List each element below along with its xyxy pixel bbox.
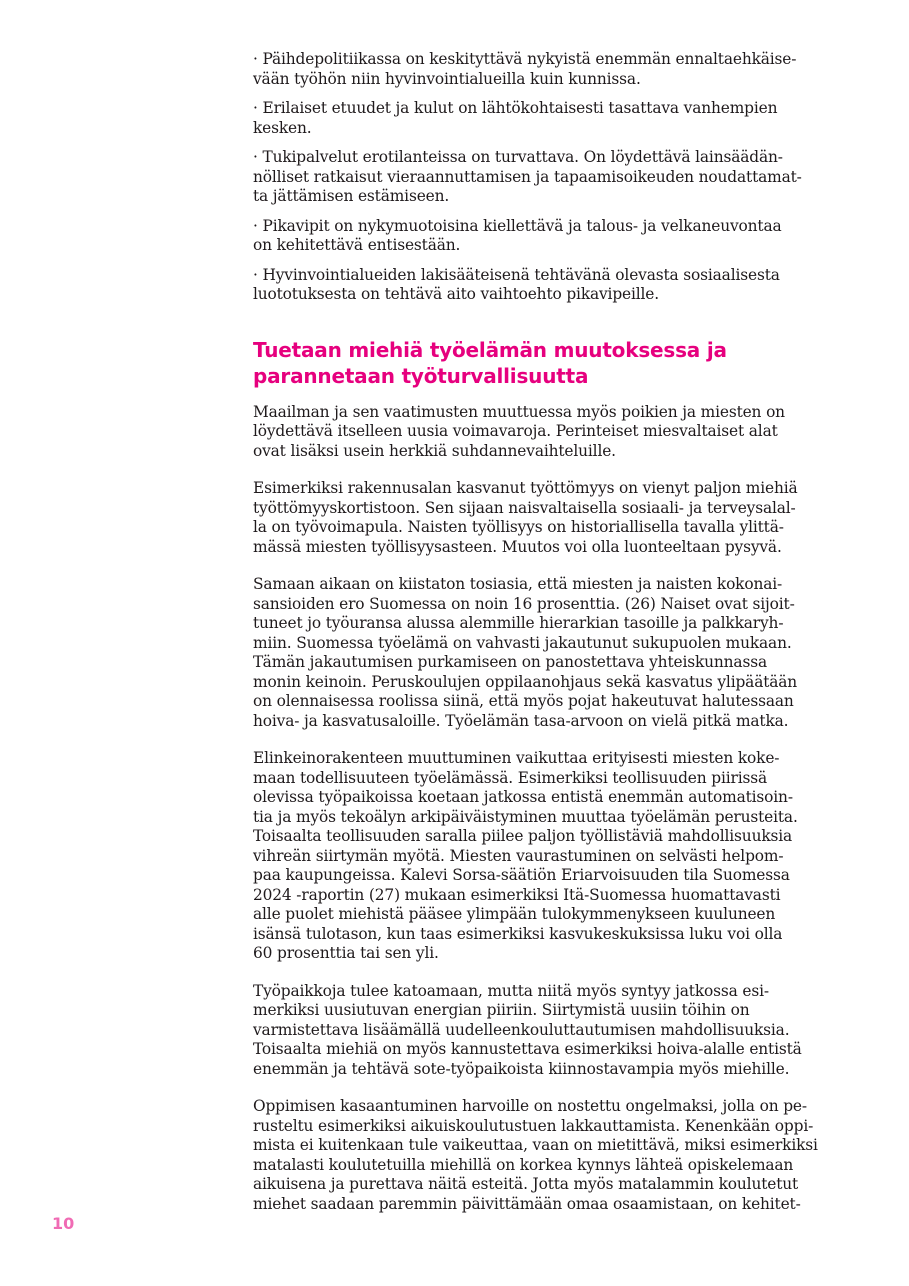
paragraph xyxy=(253,982,813,1080)
text-line: sansioiden ero Suomessa on noin 16 prosenttia. (26) Naiset ovat sijoit- xyxy=(253,594,795,613)
text-line: nölliset ratkaisut vieraannuttamisen ja tapaamisoikeuden noudattamat- xyxy=(253,167,802,186)
text-line: · Hyvinvointialueiden lakisääteisenä tehtävänä olevasta sosiaalisesta xyxy=(253,265,780,284)
text-line: kesken. xyxy=(253,118,312,137)
heading-line: parannetaan työturvallisuutta xyxy=(253,363,589,388)
text-line: löydettävä itselleen uusia voimavaroja. Perinteiset miesvaltaiset alat xyxy=(253,422,778,440)
paragraph xyxy=(253,575,813,731)
paragraph xyxy=(253,479,813,557)
text-line: rusteltu esimerkiksi aikuiskoulutustuen lakkauttamista. Kenenkään oppi- xyxy=(253,1116,814,1135)
text-line: · Erilaiset etuudet ja kulut on lähtökohtaisesti tasattava vanhempien xyxy=(253,99,778,117)
text-line: tia ja myös tekoälyn arkipäiväistyminen muuttaa työelämän perusteita. xyxy=(253,807,798,826)
heading-line: Tuetaan miehiä työelämän muutoksessa ja xyxy=(253,337,727,362)
text-line: · Pikavipit on nykymuotoisina kiellettävä ja talous- ja velkaneuvontaa xyxy=(253,216,782,235)
text-line: Toisaalta miehiä on myös kannustettava esimerkiksi hoiva-alalle entistä xyxy=(253,1040,802,1058)
text-line: työttömyyskortistoon. Sen sijaan naisvaltaisella sosiaali- ja terveysalal- xyxy=(253,498,796,517)
text-line: aikuisena ja purettava näitä esteitä. Jotta myös matalammin koulutetut xyxy=(253,1175,799,1193)
text-line: miehet saadaan paremmin päivittämään omaa osaamistaan, on kehitet- xyxy=(253,1194,801,1213)
bullet-item xyxy=(253,50,813,89)
text-line: enemmän ja tehtävä sote-työpaikoista kiinnostavampia myös miehille. xyxy=(253,1059,790,1078)
text-line: mista ei kuitenkaan tule vaikeuttaa, vaan on mietittävä, miksi esimerkiksi xyxy=(253,1136,818,1154)
bullet-item xyxy=(253,217,813,256)
text-line: Oppimisen kasaantuminen harvoille on nostettu ongelmaksi, jolla on pe- xyxy=(253,1097,807,1115)
text-line: Työpaikkoja tulee katoamaan, mutta niitä myös syntyy jatkossa esi- xyxy=(253,981,769,1000)
text-line: ovat lisäksi usein herkkiä suhdannevaihteluille. xyxy=(253,441,616,460)
body-text xyxy=(253,402,818,1215)
text-line: monin keinoin. Peruskoulujen oppilaanohjaus sekä kasvatus ylipäätään xyxy=(253,672,798,691)
text-line: · Päihdepolitiikassa on keskityttävä nykyistä enemmän ennaltaehkäise- xyxy=(253,50,797,68)
section-heading xyxy=(253,337,813,389)
text-line: olevissa työpaikoissa koetaan jatkossa entistä enemmän automatisoin- xyxy=(253,788,793,806)
text-line: merkiksi uusiutuvan energian piiriin. Siirtymistä uusiin töihin on xyxy=(253,1001,750,1019)
text-line: miin. Suomessa työelämä on vahvasti jakautunut sukupuolen mukaan. xyxy=(253,633,792,652)
text-line: 2024 -raportin (27) mukaan esimerkiksi Itä-Suomessa huomattavasti xyxy=(253,885,781,904)
text-line: alle puolet miehistä pääsee ylimpään tulokymmenykseen kuuluneen xyxy=(253,905,776,923)
text-line: on kehitettävä entisestään. xyxy=(253,236,461,254)
paragraph xyxy=(253,403,813,462)
text-line: Maailman ja sen vaatimusten muuttuessa myös poikien ja miesten on xyxy=(253,402,785,421)
text-line: hoiva- ja kasvatusaloille. Työelämän tasa-arvoon on vielä pitkä matka. xyxy=(253,711,789,730)
paragraph xyxy=(253,1097,818,1214)
text-line: isänsä tulotason, kun taas esimerkiksi kasvukeskuksissa luku voi olla xyxy=(253,924,783,943)
text-line: matalasti koulutetuilla miehillä on korkea kynnys lähteä opiskelemaan xyxy=(253,1155,794,1174)
text-line: Toisaalta teollisuuden saralla piilee paljon työllistäviä mahdollisuuksia xyxy=(253,827,793,845)
text-line: Samaan aikaan on kiistaton tosiasia, että miesten ja naisten kokonai- xyxy=(253,575,783,593)
text-line: 60 prosenttia tai sen yli. xyxy=(253,944,439,962)
bullet-item xyxy=(253,99,813,138)
text-line: Elinkeinorakenteen muuttuminen vaikuttaa erityisesti miesten koke- xyxy=(253,749,780,767)
text-line: paa kaupungeissa. Kalevi Sorsa-säätiön Eriarvoisuuden tila Suomessa xyxy=(253,866,790,884)
paragraph xyxy=(253,749,813,964)
text-line: luototuksesta on tehtävä aito vaihtoehto pikavipeille. xyxy=(253,285,660,303)
bullet-item xyxy=(253,148,813,207)
text-line: on olennaisessa roolissa siinä, että myös pojat hakeutuvat halutessaan xyxy=(253,692,794,710)
text-line: vihreän siirtymän myötä. Miesten vaurastuminen on selvästi helpom- xyxy=(253,846,784,865)
text-line: tuneet jo työuransa alussa alemmille hierarkian tasoille ja palkkaryh- xyxy=(253,614,784,632)
text-line: ta jättämisen estämiseen. xyxy=(253,187,450,205)
text-line: Tämän jakautumisen purkamiseen on panostettava yhteiskunnassa xyxy=(253,653,767,671)
text-line: mässä miesten työllisyysasteen. Muutos voi olla luonteeltaan pysyvä. xyxy=(253,537,782,556)
text-line: la on työvoimapula. Naisten työllisyys on historiallisella tavalla ylittä- xyxy=(253,518,784,536)
text-line: · Tukipalvelut erotilanteissa on turvattava. On löydettävä lainsäädän- xyxy=(253,148,783,166)
page-content xyxy=(253,50,818,1232)
text-line: Esimerkiksi rakennusalan kasvanut työttömyys on vienyt paljon miehiä xyxy=(253,479,798,497)
bullet-list xyxy=(253,50,813,305)
text-line: vään työhön niin hyvinvointialueilla kuin kunnissa. xyxy=(253,69,641,88)
bullet-item xyxy=(253,266,813,305)
text-line: maan todellisuuteen työelämässä. Esimerkiksi teollisuuden piirissä xyxy=(253,768,767,787)
page-number: 10 xyxy=(52,1214,75,1233)
text-line: varmistettava lisäämällä uudelleenkouluttautumisen mahdollisuuksia. xyxy=(253,1020,790,1039)
